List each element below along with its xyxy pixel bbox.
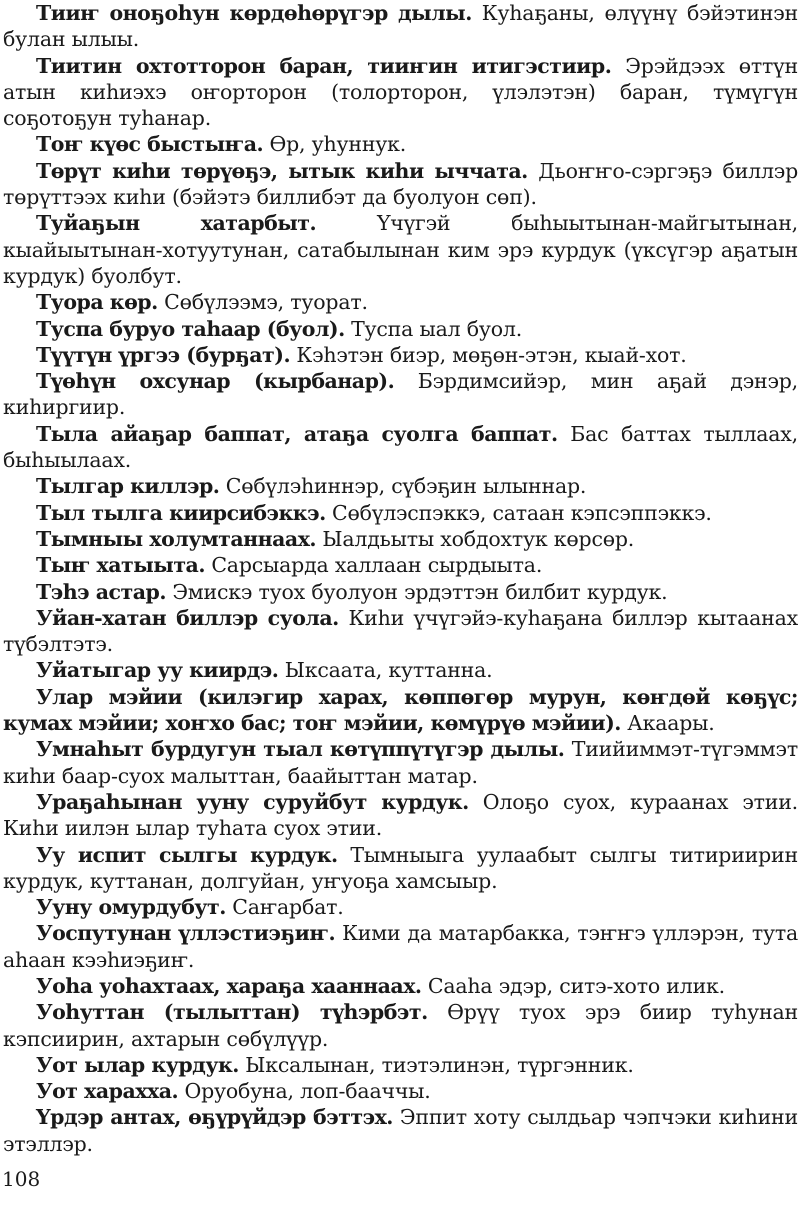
- entry-term: Уоһуттан (тылыттан) түһэрбэт.: [36, 1000, 428, 1025]
- entry-definition: Тымныыга уулаабыт сылгы титириирин курдук, куттанан, долгуйан, уҥуоҕа хамсыыр.: [3, 842, 798, 893]
- entry-definition: Тиийиммэт-түгэммэт киһи баар-суох малыттан, баайыттан матар.: [3, 737, 798, 788]
- entry-term: Уот харахха.: [36, 1079, 179, 1104]
- entry-term: Тымныы холумтаннаах.: [36, 526, 317, 551]
- entry-term: Туйаҕын хатарбыт.: [36, 211, 317, 236]
- entry-definition: Эрэйдээх өттүн атын киһиэхэ оҥорторон (толорторон, үлэлэтэн) баран, түмүгүн соҕотоҕун туһанар.: [3, 53, 799, 131]
- entry-definition: Бас баттах тыллаах, быһыылаах.: [3, 421, 798, 473]
- dictionary-entry: [3, 1078, 798, 1104]
- dictionary-entry: [3, 289, 798, 315]
- dictionary-entry: [3, 999, 798, 1052]
- entry-definition: Туспа ыал буол.: [351, 316, 523, 341]
- dictionary-entry: [3, 158, 798, 211]
- entry-term: Уйан-хатан биллэр суола.: [36, 605, 339, 630]
- dictionary-entry: [3, 210, 798, 289]
- entry-definition: Сааһа эдэр, ситэ-хото илик.: [427, 973, 725, 998]
- dictionary-entry: [3, 53, 798, 132]
- entry-term: Тыҥ хатыыта.: [36, 553, 205, 578]
- entry-definition: Үчүгэй быһыытынан-майгытынан, кыайыытынан-хотуутунан, сатабылынан ким эрэ курдук (үксүгэр аҕатын курдук) буолбут.: [3, 211, 798, 288]
- entry-term: Уот ылар курдук.: [36, 1052, 239, 1077]
- dictionary-entry: [3, 684, 798, 737]
- entry-term: Уйатыгар уу киирдэ.: [36, 658, 279, 683]
- entry-term: Ураҕаһынан ууну суруйбут курдук.: [36, 789, 469, 814]
- entry-term: Тииҥ оноҕоһун көрдөһөрүгэр дылы.: [36, 1, 472, 25]
- dictionary-entry: [3, 973, 798, 999]
- dictionary-entry: [3, 421, 798, 474]
- entry-definition: Сөбүлэспэккэ, сатаан кэпсэппэккэ.: [332, 500, 712, 525]
- entry-definition: Оруобуна, лоп-бааччы.: [184, 1079, 431, 1104]
- entry-definition: Акаары.: [627, 711, 715, 736]
- entry-term: Уоһа уоһахтаах, хараҕа хааннаах.: [36, 973, 422, 998]
- entry-term: Уоспутунан үллэстиэҕиҥ.: [36, 921, 336, 946]
- entry-term: Уу испит сылгы курдук.: [36, 842, 338, 867]
- entry-definition: Бэрдимсийэр, мин аҕай дэнэр, киһиргиир.: [3, 369, 798, 420]
- entry-definition: Кими да матарбакка, тэҥҥэ үллэрэн, тута аһаан кээһиэҕиҥ.: [3, 921, 798, 972]
- dictionary-entry: [3, 0, 798, 53]
- entry-term: Төрүт киһи төрүөҕэ, ытык киһи ыччата.: [36, 158, 528, 183]
- dictionary-entry: [3, 657, 798, 683]
- entry-definition: Сарсыарда халлаан сырдыыта.: [211, 553, 543, 578]
- dictionary-entry: [3, 473, 798, 499]
- entry-definition: Ыксалынан, тиэтэлинэн, түргэнник.: [245, 1052, 634, 1077]
- entry-definition: Ыксаата, куттанна.: [284, 658, 493, 683]
- entry-definition: Сөбүлэһиннэр, сүбэҕин ылыннар.: [225, 474, 587, 499]
- dictionary-entry: [3, 500, 798, 526]
- dictionary-entry: [3, 526, 798, 552]
- entry-term: Умнаһыт бурдугун тыал көтүппүтүгэр дылы.: [36, 737, 565, 762]
- entry-term: Тыла айаҕар баппат, атаҕа суолга баппат.: [36, 421, 558, 446]
- entry-term: Тылгар киллэр.: [36, 474, 220, 499]
- dictionary-page: [3, 0, 798, 1157]
- entry-term: Туора көр.: [36, 290, 158, 315]
- entry-term: Улар мэйии (килэгир харах, көппөгөр мурун, көҥдөй көҕүс; кумах мэйии; хоҥхо бас; тоҥ мэйии, көмүрүө мэйии).: [3, 684, 798, 736]
- entry-definition: Сөбүлээмэ, туорат.: [164, 290, 368, 315]
- entry-term: Тиитин охтотторон баран, тииҥин итигэстиир.: [36, 53, 612, 78]
- dictionary-entry: [3, 342, 798, 368]
- dictionary-entry: [3, 1052, 798, 1078]
- dictionary-entry: [3, 1104, 798, 1157]
- entry-term: Тэһэ астар.: [36, 579, 166, 604]
- entry-definition: Саҥарбат.: [232, 895, 344, 920]
- dictionary-entry: [3, 605, 798, 658]
- entry-definition: Эмискэ туох буолуон эрдэттэн билбит курдук.: [172, 579, 668, 604]
- dictionary-entry: [3, 736, 798, 789]
- entry-term: Түөһүн охсунар (кырбанар).: [36, 369, 395, 394]
- dictionary-entry: [3, 316, 798, 342]
- dictionary-entry: [3, 368, 798, 421]
- entry-definition: Эппит хоту сылдьар чэпчэки киһини этэллэр.: [3, 1105, 798, 1156]
- page-number: 108: [2, 1167, 41, 1191]
- dictionary-entry: [3, 842, 798, 895]
- entry-definition: Дьоҥҥо-сэргэҕэ биллэр төрүттээх киһи (бэйэтэ биллибэт да буолуон сөп).: [3, 158, 799, 210]
- dictionary-entry: [3, 789, 798, 842]
- dictionary-entry: [3, 894, 798, 920]
- entry-term: Тоҥ күөс быстыҥа.: [36, 132, 264, 157]
- entry-definition: Олоҕо суох, кураанах этии. Киһи иилэн ылар туһата суох этии.: [3, 789, 798, 841]
- entry-term: Түүтүн үргээ (бурҕат).: [36, 342, 291, 367]
- entries-list: [3, 0, 798, 1157]
- entry-term: Үрдэр антах, өҕүрүйдэр бэттэх.: [36, 1105, 393, 1130]
- entry-definition: Кэһэтэн биэр, мөҕөн-этэн, кыай-хот.: [296, 342, 687, 367]
- entry-definition: Киһи үчүгэйэ-куһаҕана биллэр кытаанах түбэлтэтэ.: [3, 605, 798, 657]
- entry-definition: Өрүү туох эрэ биир туһунан кэпсиирин, ахтарын сөбүлүүр.: [3, 1000, 798, 1051]
- entry-term: Тыл тылга киирсибэккэ.: [36, 500, 326, 525]
- dictionary-entry: [3, 131, 798, 157]
- dictionary-entry: [3, 552, 798, 578]
- entry-definition: Ыалдьыты хобдохтук көрсөр.: [322, 526, 635, 551]
- entry-term: Туспа буруо таһаар (буол).: [36, 316, 345, 341]
- dictionary-entry: [3, 920, 798, 973]
- entry-definition: Куһаҕаны, өлүүнү бэйэтинэн булан ылыы.: [3, 1, 798, 52]
- entry-term: Ууну омурдубут.: [36, 895, 226, 920]
- dictionary-entry: [3, 579, 798, 605]
- entry-definition: Өр, уһуннук.: [269, 132, 407, 157]
